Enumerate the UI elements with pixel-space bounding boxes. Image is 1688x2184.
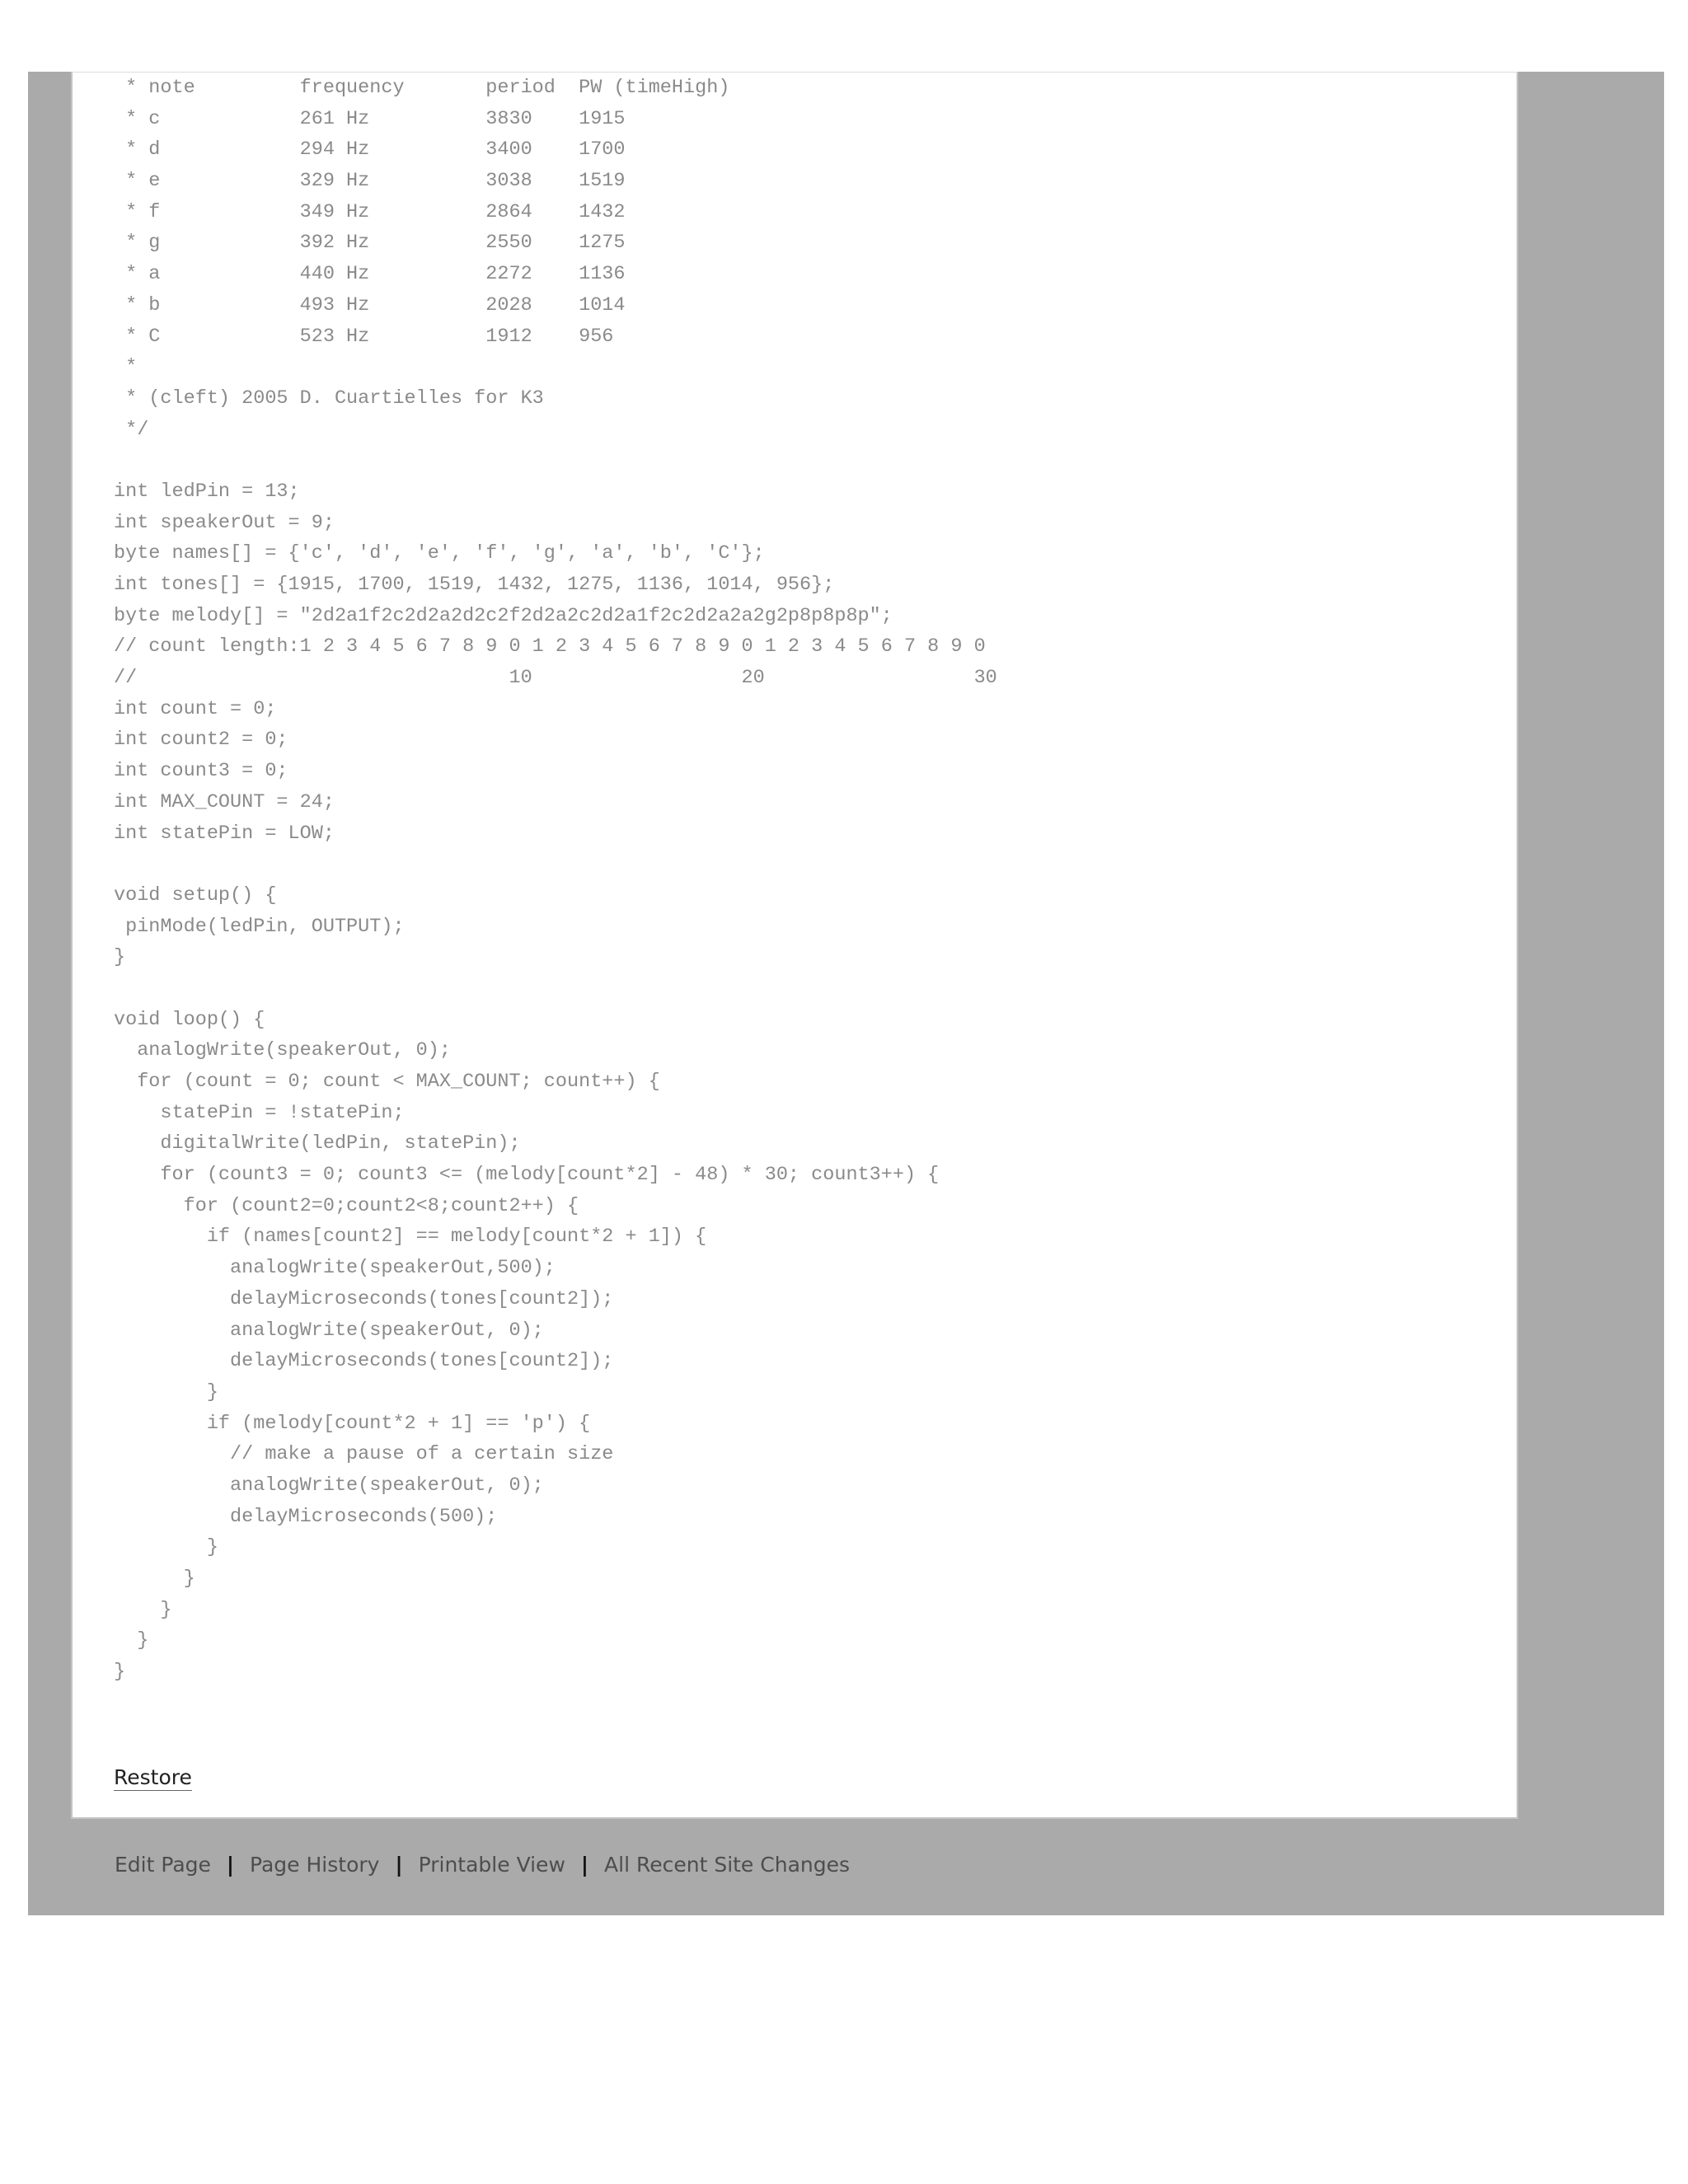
code-line: int count3 = 0;	[114, 760, 288, 783]
code-line: void setup() {	[114, 883, 277, 907]
code-line: */	[114, 418, 149, 441]
code-line: byte melody[] = "2d2a1f2c2d2a2d2c2f2d2a2c2d2a1f2c2d2a2a2g2p8p8p8p";	[114, 604, 893, 627]
code-line: // count length:1 2 3 4 5 6 7 8 9 0 1 2 3 4 5 6 7 8 9 0 1 2 3 4 5 6 7 8 9 0	[114, 635, 986, 658]
code-line	[114, 849, 997, 880]
footer-separator: |	[395, 1853, 403, 1877]
code-line: *	[114, 356, 138, 379]
code-line: }	[114, 1661, 126, 1684]
code-line: int tones[] = {1915, 1700, 1519, 1432, 1275, 1136, 1014, 956};	[114, 574, 835, 596]
code-line: * a 440 Hz 2272 1136	[114, 263, 626, 286]
code-line: int statePin = LOW;	[114, 822, 335, 845]
printable-view-link[interactable]: Printable View	[418, 1853, 565, 1877]
code-line: * g 392 Hz 2550 1275	[114, 232, 626, 255]
code-line: analogWrite(speakerOut, 0);	[114, 1039, 451, 1062]
code-line: delayMicroseconds(tones[count2]);	[114, 1350, 614, 1373]
edit-page-link[interactable]: Edit Page	[115, 1853, 211, 1877]
code-line: if (melody[count*2 + 1] == 'p') {	[114, 1412, 591, 1435]
code-line: // 10 20 30	[114, 667, 997, 690]
code-line: * c 261 Hz 3830 1915	[114, 107, 626, 130]
code-line: byte names[] = {'c', 'd', 'e', 'f', 'g', 'a', 'b', 'C'};	[114, 542, 765, 565]
code-line: int count = 0;	[114, 697, 277, 720]
code-line: if (names[count2] == melody[count*2 + 1]) {	[114, 1226, 707, 1249]
footer-separator: |	[226, 1853, 235, 1877]
code-line: }	[114, 1598, 172, 1621]
code-line: * b 493 Hz 2028 1014	[114, 293, 626, 316]
restore-link[interactable]: Restore	[114, 1765, 192, 1789]
content-panel	[71, 72, 1518, 1819]
code-line: analogWrite(speakerOut, 0);	[114, 1319, 544, 1342]
footer-separator: |	[580, 1853, 589, 1877]
code-line: statePin = !statePin;	[114, 1101, 405, 1124]
code-line: delayMicroseconds(500);	[114, 1505, 498, 1528]
code-line	[114, 445, 997, 476]
code-line: int speakerOut = 9;	[114, 511, 335, 534]
code-line: delayMicroseconds(tones[count2]);	[114, 1287, 614, 1310]
code-line: * (cleft) 2005 D. Cuartielles for K3	[114, 387, 544, 410]
code-line: for (count = 0; count < MAX_COUNT; count++) {	[114, 1071, 660, 1093]
code-line: for (count2=0;count2<8;count2++) {	[114, 1194, 579, 1217]
code-line: // make a pause of a certain size	[114, 1443, 614, 1466]
code-line: }	[114, 1380, 218, 1404]
code-line: pinMode(ledPin, OUTPUT);	[114, 915, 405, 938]
code-line: * e 329 Hz 3038 1519	[114, 170, 626, 193]
code-line: int ledPin = 13;	[114, 480, 300, 503]
code-line: }	[114, 1536, 218, 1559]
code-line: * note frequency period PW (timeHigh)	[114, 77, 730, 99]
code-line: int MAX_COUNT = 24;	[114, 790, 335, 813]
code-block	[114, 73, 997, 1688]
code-line: int count2 = 0;	[114, 729, 288, 752]
code-line: digitalWrite(ledPin, statePin);	[114, 1132, 521, 1155]
code-line: void loop() {	[114, 1008, 265, 1031]
code-line: for (count3 = 0; count3 <= (melody[count*2] - 48) * 30; count3++) {	[114, 1164, 940, 1187]
code-line: }	[114, 1629, 149, 1652]
code-line: * C 523 Hz 1912 956	[114, 325, 614, 348]
code-line	[114, 973, 997, 1005]
code-line: analogWrite(speakerOut,500);	[114, 1257, 556, 1280]
page-history-link[interactable]: Page History	[250, 1853, 380, 1877]
footer-nav	[115, 1853, 850, 1877]
code-line: }	[114, 1568, 195, 1590]
all-recent-site-changes-link[interactable]: All Recent Site Changes	[604, 1853, 851, 1877]
code-line: analogWrite(speakerOut, 0);	[114, 1474, 544, 1497]
code-line: * f 349 Hz 2864 1432	[114, 200, 626, 223]
code-line: }	[114, 946, 126, 969]
code-line: * d 294 Hz 3400 1700	[114, 138, 626, 162]
